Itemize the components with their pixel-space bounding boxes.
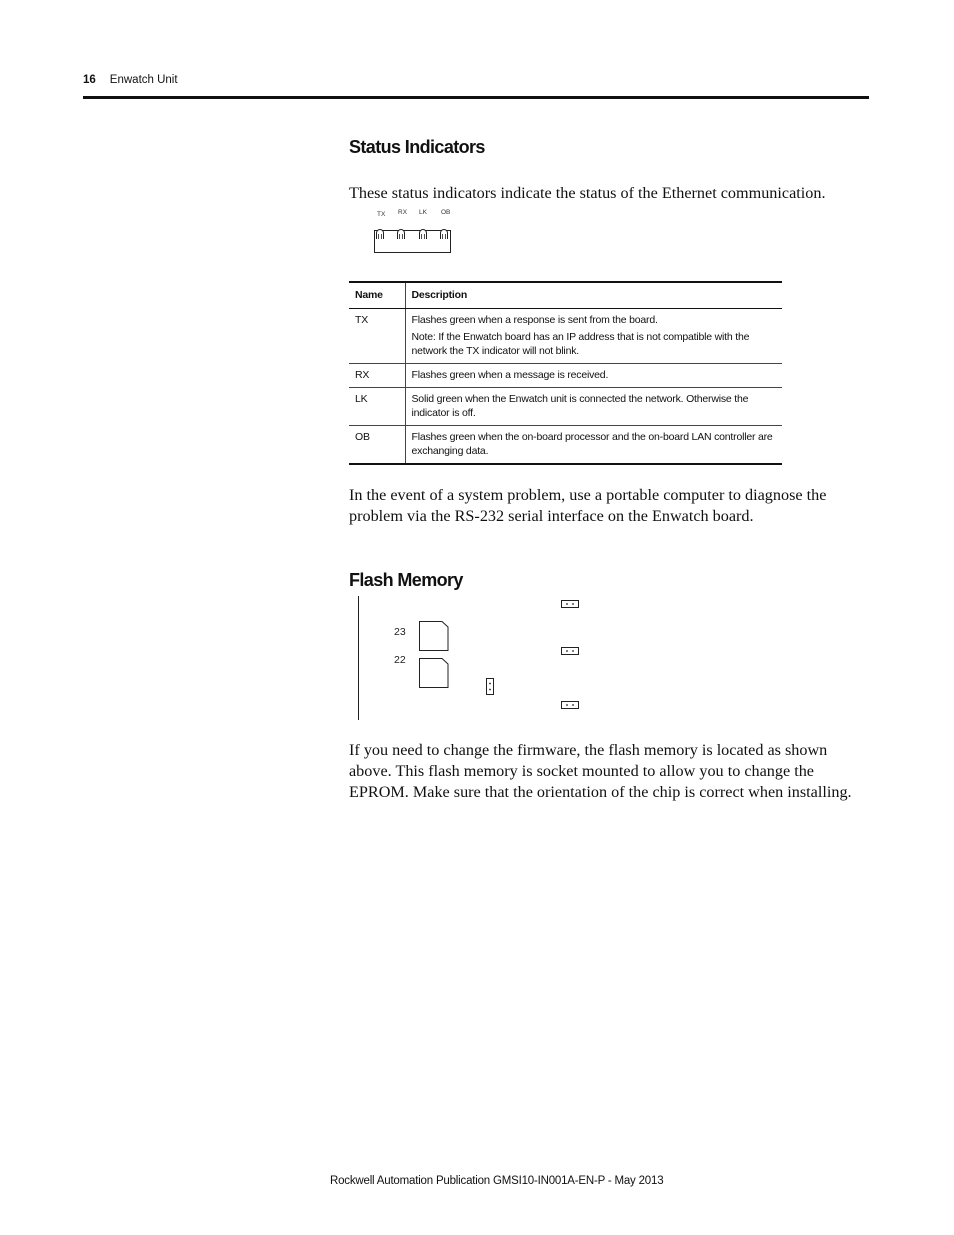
table-row: [349, 387, 782, 425]
flash-memory-paragraph: If you need to change the firmware, the flash memory is located as shown above. This flash memory is socket mounted to allow you to change the EPROM. Make sure that the orientation of the chip is correct when installing.: [349, 741, 852, 801]
flash-chip-22-icon: [420, 659, 449, 688]
running-header: [83, 74, 178, 86]
jumper-middle-icon: [562, 648, 579, 655]
table-row: [349, 425, 782, 464]
publication-footer: Rockwell Automation Publication GMSI10-IN001A-EN-P - May 2013: [330, 1175, 664, 1187]
table-row: [349, 363, 782, 387]
status-indicator-table: [349, 281, 782, 465]
status-intro: These status indicators indicate the status of the Ethernet communication.: [349, 184, 826, 202]
page-number: 16: [83, 74, 96, 86]
description-text: Flashes green when a response is sent from the board.: [411, 313, 658, 326]
cell-description: Flashes green when the on-board processor and the on-board LAN controller are exchanging data.: [405, 425, 782, 464]
led-label-rx: RX: [398, 209, 408, 216]
led-diagram: [374, 206, 454, 254]
header-section: Enwatch Unit: [109, 74, 178, 86]
cell-description: Flashes green when a message is received.: [405, 363, 782, 387]
led-label-ob: OB: [441, 209, 451, 216]
board-graphic: [354, 594, 594, 724]
header-rule: [83, 96, 869, 99]
table-row: [349, 308, 782, 363]
cell-name: RX: [349, 363, 405, 387]
led-label-lk: LK: [419, 209, 427, 216]
rx-led-icon: [398, 230, 405, 240]
description-note: Note: If the Enwatch board has an IP address that is not compatible with the network the TX indicator will not blink.: [411, 330, 750, 357]
cell-description: Solid green when the Enwatch unit is connected the network. Otherwise the indicator is off.: [405, 387, 782, 425]
cell-name: OB: [349, 425, 405, 464]
tx-led-icon: [377, 230, 384, 240]
ob-led-icon: [441, 230, 448, 240]
table-header-row: [349, 282, 782, 308]
lk-led-icon: [420, 230, 427, 240]
cell-name: TX: [349, 308, 405, 363]
led-label-tx: TX: [377, 211, 386, 218]
chip-label-23: 23: [394, 626, 406, 638]
vertical-jumper-icon: [487, 679, 494, 695]
jumper-top-icon: [562, 601, 579, 608]
flash-memory-heading: Flash Memory: [349, 570, 463, 590]
flash-chip-23-icon: [420, 622, 449, 651]
cell-description: [405, 308, 782, 363]
jumper-bottom-icon: [562, 702, 579, 709]
col-header-name: Name: [349, 282, 405, 308]
chip-label-22: 22: [394, 654, 406, 666]
status-indicators-heading: Status Indicators: [349, 137, 485, 157]
flash-memory-diagram: [354, 594, 594, 724]
col-header-description: Description: [405, 282, 782, 308]
diagnose-paragraph: In the event of a system problem, use a portable computer to diagnose the problem via the RS-232 serial interface on the Enwatch board.: [349, 486, 827, 525]
led-board-graphic: [374, 206, 454, 254]
cell-name: LK: [349, 387, 405, 425]
